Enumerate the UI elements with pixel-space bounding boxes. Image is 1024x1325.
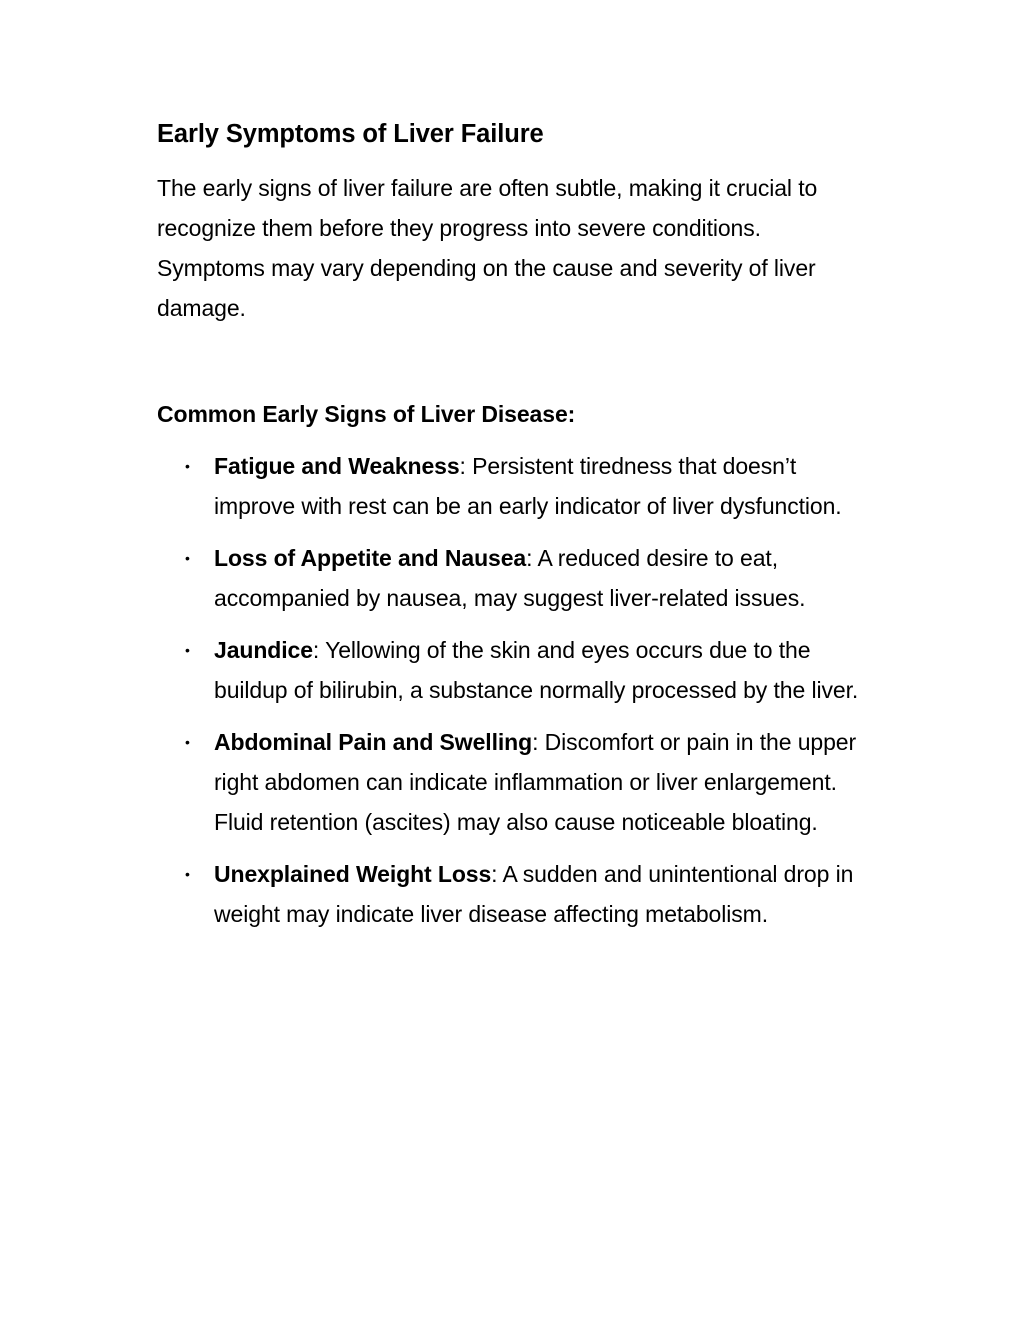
symptom-term: Unexplained Weight Loss — [214, 861, 492, 887]
list-item — [157, 722, 867, 842]
list-item — [157, 630, 867, 710]
list-item — [157, 446, 867, 526]
symptom-description: Yellowing of the skin and eyes occurs due to the buildup of bilirubin, a substance normally processed by the liver. — [214, 637, 859, 703]
bullet-icon: • — [185, 550, 190, 566]
symptom-description: Persistent tiredness that doesn’t improve with rest can be an early indicator of liver dysfunction. — [214, 453, 842, 519]
list-item — [157, 538, 867, 618]
term-separator: : — [312, 637, 320, 663]
term-separator: : — [532, 729, 539, 755]
bullet-icon: • — [185, 734, 190, 750]
symptom-term: Loss of Appetite and Nausea — [214, 545, 527, 571]
term-separator: : — [491, 861, 498, 887]
intro-paragraph: The early signs of liver failure are often subtle, making it crucial to recognize them before they progress into severe conditions. Symptoms may vary depending on the cause and severity of liver damage. — [157, 175, 818, 321]
term-separator: : — [526, 545, 533, 571]
symptom-description: Discomfort or pain in the upper right abdomen can indicate inflammation or liver enlargement. Fluid retention (ascites) may also cause noticeable bloating. — [214, 729, 857, 835]
term-separator: : — [459, 453, 466, 479]
page-title: Early Symptoms of Liver Failure — [157, 120, 544, 148]
symptom-term: Jaundice — [214, 637, 313, 663]
symptom-list — [157, 446, 867, 934]
symptom-term: Fatigue and Weakness — [214, 453, 460, 479]
bullet-icon: • — [185, 866, 190, 882]
symptom-description: A sudden and unintentional drop in weight may indicate liver disease affecting metabolism. — [214, 861, 854, 927]
document-body — [157, 114, 867, 946]
list-item — [157, 854, 867, 934]
bullet-icon: • — [185, 642, 190, 658]
symptom-description: A reduced desire to eat, accompanied by nausea, may suggest liver-related issues. — [214, 545, 806, 611]
symptom-term: Abdominal Pain and Swelling — [214, 729, 533, 755]
section-heading: Common Early Signs of Liver Disease: — [157, 401, 576, 427]
bullet-icon: • — [185, 458, 190, 474]
